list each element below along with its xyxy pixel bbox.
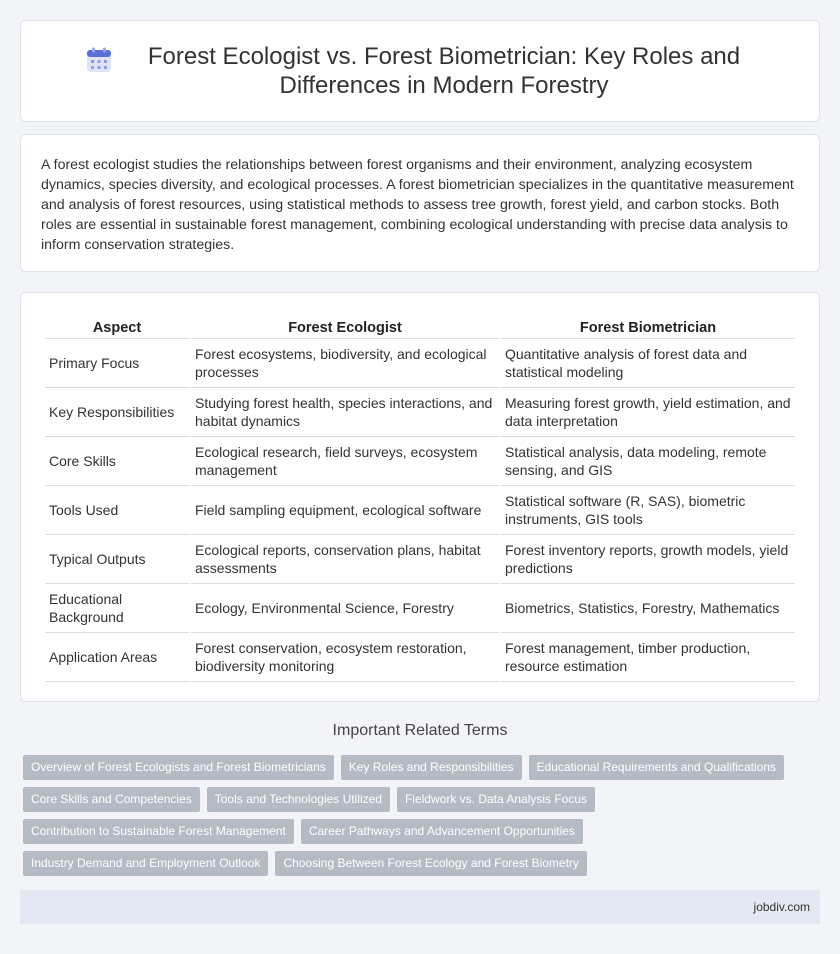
related-term-tag[interactable]: Industry Demand and Employment Outlook [23, 851, 268, 876]
related-terms-title: Important Related Terms [332, 722, 508, 739]
tag-row [23, 819, 823, 844]
calendar-icon [86, 47, 112, 73]
row-biometrician: Forest management, timber production, resource estimation [501, 633, 795, 682]
row-ecologist: Ecology, Environmental Science, Forestry [191, 584, 499, 633]
row-aspect: Educational Background [45, 584, 189, 633]
row-aspect: Core Skills [45, 437, 189, 486]
row-aspect: Tools Used [45, 486, 189, 535]
row-ecologist: Forest conservation, ecosystem restoration, biodiversity monitoring [191, 633, 499, 682]
row-aspect: Primary Focus [45, 339, 189, 388]
intro-paragraph: A forest ecologist studies the relationships between forest organisms and their environment, analyzing ecosystem dynamics, species diversity, and ecological processes. A forest biometrician specializes in the quantitative measurement and analysis of forest resources, using statistical methods to assess tree growth, forest yield, and carbon stocks. Both roles are essential in sustainable forest management, combining ecological understanding with precise data analysis to inform conservation strategies. [41, 157, 794, 253]
row-ecologist: Forest ecosystems, biodiversity, and ecological processes [191, 339, 499, 388]
related-term-tag[interactable]: Tools and Technologies Utilized [207, 787, 390, 812]
footer-site-link[interactable]: jobdiv.com [753, 900, 810, 914]
header-forest-biometrician: Forest Biometrician [501, 313, 795, 339]
related-term-tag[interactable]: Contribution to Sustainable Forest Management [23, 819, 294, 844]
footer [20, 890, 820, 924]
row-aspect: Key Responsibilities [45, 388, 189, 437]
row-aspect: Typical Outputs [45, 535, 189, 584]
row-ecologist: Studying forest health, species interactions, and habitat dynamics [191, 388, 499, 437]
row-biometrician: Forest inventory reports, growth models, yield predictions [501, 535, 795, 584]
table-row [45, 633, 795, 682]
related-term-tag[interactable]: Core Skills and Competencies [23, 787, 200, 812]
tag-row [23, 787, 823, 812]
table-row [45, 388, 795, 437]
row-ecologist: Ecological research, field surveys, ecosystem management [191, 437, 499, 486]
title-wrap [86, 42, 754, 100]
row-biometrician: Biometrics, Statistics, Forestry, Mathematics [501, 584, 795, 633]
related-term-tag[interactable]: Educational Requirements and Qualifications [529, 755, 784, 780]
row-biometrician: Quantitative analysis of forest data and statistical modeling [501, 339, 795, 388]
table-row [45, 535, 795, 584]
tag-row [23, 755, 823, 780]
related-term-tag[interactable]: Key Roles and Responsibilities [341, 755, 522, 780]
comparison-table [43, 313, 797, 682]
comparison-card [20, 292, 820, 702]
row-ecologist: Ecological reports, conservation plans, habitat assessments [191, 535, 499, 584]
table-row [45, 584, 795, 633]
header-forest-ecologist: Forest Ecologist [191, 313, 499, 339]
tag-row [23, 851, 823, 876]
intro-card [20, 134, 820, 272]
related-term-tag[interactable]: Career Pathways and Advancement Opportunities [301, 819, 583, 844]
related-term-tag[interactable]: Choosing Between Forest Ecology and Forest Biometry [275, 851, 586, 876]
table-header-row [45, 313, 795, 339]
row-biometrician: Statistical software (R, SAS), biometric instruments, GIS tools [501, 486, 795, 535]
related-term-tag[interactable]: Fieldwork vs. Data Analysis Focus [397, 787, 595, 812]
table-row [45, 486, 795, 535]
table-row [45, 339, 795, 388]
related-term-tag[interactable]: Overview of Forest Ecologists and Forest Biometricians [23, 755, 334, 780]
row-ecologist: Field sampling equipment, ecological software [191, 486, 499, 535]
header-aspect: Aspect [45, 313, 189, 339]
page-title: Forest Ecologist vs. Forest Biometrician: Key Roles and Differences in Modern Forestry [147, 43, 741, 99]
related-terms-list [23, 755, 823, 883]
row-aspect: Application Areas [45, 633, 189, 682]
table-row [45, 437, 795, 486]
row-biometrician: Statistical analysis, data modeling, remote sensing, and GIS [501, 437, 795, 486]
title-card [20, 20, 820, 122]
row-biometrician: Measuring forest growth, yield estimation, and data interpretation [501, 388, 795, 437]
